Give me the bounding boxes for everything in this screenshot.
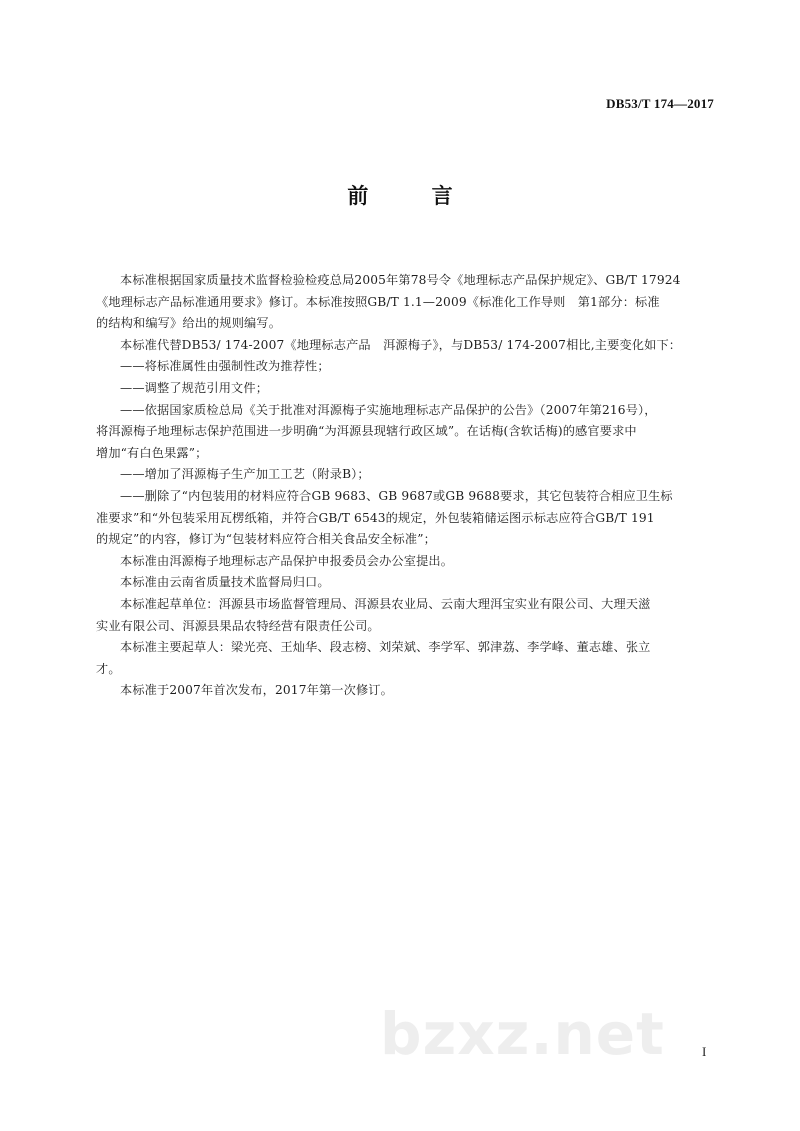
- paragraph-line: 本标准由洱源梅子地理标志产品保护申报委员会办公室提出。: [120, 553, 454, 568]
- watermark: bzxz.net: [380, 1000, 665, 1068]
- paragraph-line: 本标准起草单位：洱源县市场监督管理局、洱源县农业局、云南大理洱宝实业有限公司、大理天滋: [120, 596, 651, 611]
- foreword-body: [96, 270, 726, 702]
- paragraph-line: 本标准由云南省质量技术监督局归口。: [120, 575, 330, 590]
- change-item: ——增加了洱源梅子生产加工工艺（附录B）；: [120, 467, 370, 482]
- change-item: ——调整了规范引用文件；: [120, 380, 269, 395]
- paragraph-line: 将洱源梅子地理标志保护范围进一步明确“为洱源县现辖行政区域”。在话梅(含软话梅)的感官要求中: [96, 424, 637, 439]
- paragraph-line: 《地理标志产品标准通用要求》修订。本标准按照GB/T 1.1—2009《标准化工作导则 第1部分：标准: [96, 294, 660, 309]
- paragraph-line: 的结构和编写》给出的规则编写。: [96, 316, 282, 331]
- paragraph-line: 本标准根据国家质量技术监督检验检疫总局2005年第78号令《地理标志产品保护规定》、GB/T 17924: [120, 273, 681, 287]
- paragraph-line: 才。: [96, 661, 121, 676]
- paragraph-line: 增加“有白色果露”；: [96, 445, 208, 460]
- paragraph-line: 的规定”的内容，修订为“包装材料应符合相关食品安全标准”；: [96, 532, 436, 547]
- page-number: I: [702, 1044, 707, 1059]
- paragraph-line: 准要求”和“外包装采用瓦楞纸箱，并符合GB/T 6543的规定，外包装箱储运图示标志应符合GB/T 191: [96, 510, 655, 525]
- paragraph-line: 实业有限公司、洱源县果品农特经营有限责任公司。: [96, 618, 380, 633]
- paragraph-line: 本标准主要起草人：梁光亮、王灿华、段志榜、刘荣斌、李学军、郭津荔、李学峰、董志雄、张立: [120, 640, 651, 655]
- paragraph-line: 本标准代替DB53/ 174-2007《地理标志产品 洱源梅子》，与DB53/ 174-2007相比,主要变化如下：: [120, 337, 682, 352]
- change-item: ——将标准属性由强制性改为推荐性；: [120, 359, 330, 374]
- page-title: 前 言: [347, 184, 481, 208]
- change-item: ——删除了“内包装用的材料应符合GB 9683、GB 9687或GB 9688要求，其它包装符合相应卫生标: [120, 488, 673, 503]
- change-item: ——依据国家质检总局《关于批准对洱源梅子实施地理标志产品保护的公告》（2007年第216号），: [120, 402, 657, 417]
- paragraph-line: 本标准于2007年首次发布，2017年第一次修订。: [120, 683, 393, 698]
- standard-code: DB53/T 174—2017: [606, 96, 714, 111]
